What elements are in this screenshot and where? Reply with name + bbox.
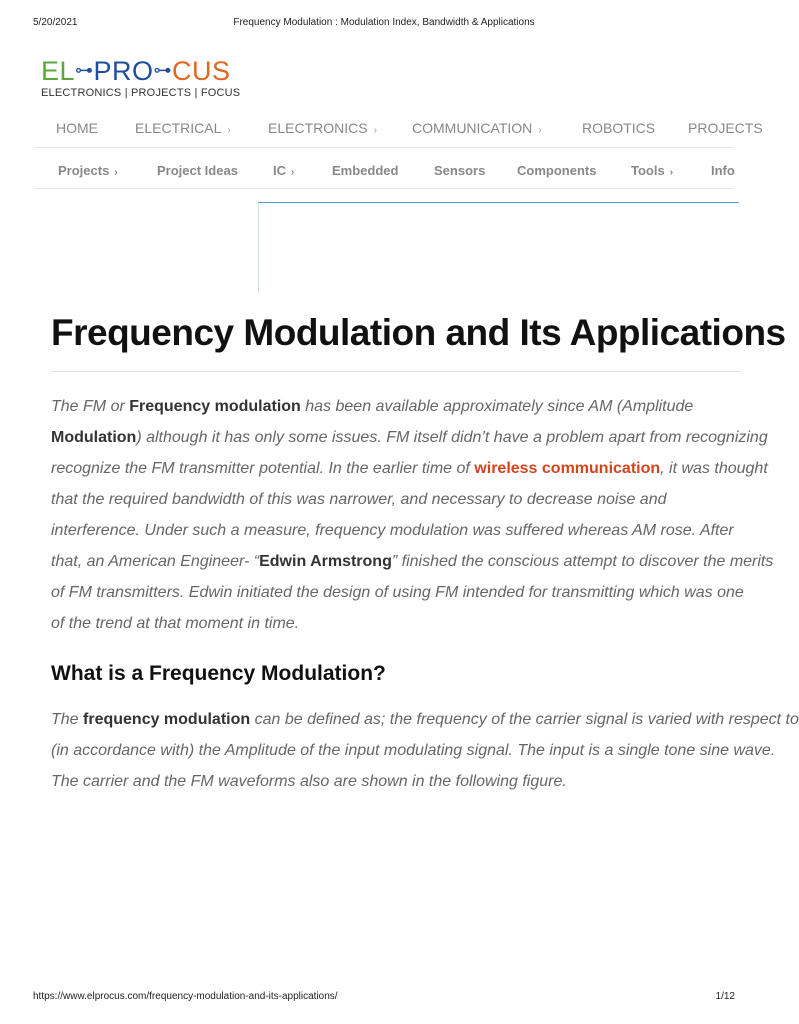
subnav-label: Embedded: [332, 163, 399, 178]
print-url: https://www.elprocus.com/frequency-modulation-and-its-applications/: [33, 991, 338, 1002]
nav-label: ELECTRONICS: [268, 120, 368, 136]
nav-label: COMMUNICATION: [412, 120, 533, 136]
print-page-title: Frequency Modulation : Modulation Index, Bandwidth & Applications: [233, 17, 535, 28]
title-divider: [51, 371, 741, 372]
bold-term: frequency modulation: [83, 711, 251, 728]
nav-item-electrical[interactable]: [135, 120, 231, 136]
nav-item-communication[interactable]: [412, 120, 542, 136]
nav-divider: [34, 188, 734, 189]
subnav-label: IC: [273, 163, 286, 178]
paragraph-line: interference. Under such a measure, frequency modulation was suffered whereas AM rose. After: [51, 522, 734, 539]
paragraph-line: The FM or Frequency modulation has been available approximately since AM (Amplitude: [51, 398, 694, 415]
print-page-number: 1/12: [715, 991, 735, 1002]
subnav-item-project-ideas[interactable]: [157, 163, 238, 178]
section-heading: What is a Frequency Modulation?: [51, 662, 386, 685]
paragraph-line: recognize the FM transmitter potential. In the earlier time of wireless communication, it was thought: [51, 460, 768, 477]
subnav-item-tools[interactable]: [631, 163, 673, 178]
paragraph-line: The frequency modulation can be defined as; the frequency of the carrier signal is varied with respect to: [51, 711, 799, 728]
chevron-right-icon: ›: [227, 125, 231, 136]
paragraph-line: Modulation) although it has only some issues. FM itself didn’t have a problem apart from recognizing: [51, 429, 768, 446]
subnav-item-components[interactable]: [517, 163, 596, 178]
chevron-right-icon: ›: [669, 167, 674, 178]
nav-item-robotics[interactable]: [582, 120, 655, 136]
logo-part-pro: PRO: [93, 56, 154, 86]
nav-divider: [34, 147, 734, 148]
paragraph-line: (in accordance with) the Amplitude of the input modulating signal. The input is a single tone sine wave.: [51, 742, 776, 759]
paragraph-line: of FM transmitters. Edwin initiated the design of using FM intended for transmitting which was one: [51, 584, 744, 601]
subnav-label: Components: [517, 163, 597, 178]
subnav-label: Tools: [631, 163, 665, 178]
nav-label: ELECTRICAL: [135, 120, 222, 136]
site-logo[interactable]: [41, 56, 240, 99]
subnav-item-info[interactable]: [711, 163, 735, 178]
subnav-item-ic[interactable]: [273, 163, 294, 178]
subnav-item-projects[interactable]: [58, 163, 118, 178]
nav-label: PROJECTS: [688, 120, 763, 136]
chevron-right-icon: ›: [538, 125, 542, 136]
nav-label: ROBOTICS: [582, 120, 656, 136]
nav-label: HOME: [56, 120, 98, 136]
chevron-right-icon: ›: [373, 125, 377, 136]
connector-icon: ⊶: [153, 59, 173, 80]
bold-term: Modulation: [51, 429, 137, 446]
chevron-right-icon: ›: [114, 167, 118, 178]
logo-part-el: EL: [41, 56, 76, 86]
print-date: 5/20/2021: [33, 17, 78, 28]
paragraph-line: The carrier and the FM waveforms also are shown in the following figure.: [51, 773, 567, 790]
paragraph-line: that the required bandwidth of this was narrower, and necessary to decrease noise and: [51, 491, 667, 508]
logo-tagline: ELECTRONICS | PROJECTS | FOCUS: [41, 86, 241, 99]
paragraph-line: of the trend at that moment in time.: [51, 615, 300, 632]
subnav-label: Project Ideas: [157, 163, 238, 178]
logo-wordmark: [41, 56, 240, 88]
chevron-right-icon: ›: [291, 167, 295, 178]
ad-placeholder: [258, 202, 739, 293]
subnav-label: Sensors: [434, 163, 486, 178]
nav-item-electronics[interactable]: [268, 120, 377, 136]
subnav-label: Projects: [58, 163, 110, 178]
paragraph-line: that, an American Engineer- “Edwin Armstrong” finished the conscious attempt to discover the merits: [51, 553, 774, 570]
connector-icon: ⊶: [75, 59, 94, 80]
article-title: Frequency Modulation and Its Applications: [51, 312, 786, 353]
bold-term: Edwin Armstrong: [259, 553, 392, 570]
bold-term: Frequency modulation: [129, 398, 301, 415]
nav-item-home[interactable]: [56, 120, 98, 136]
logo-part-cus: CUS: [172, 56, 231, 86]
subnav-item-sensors[interactable]: [434, 163, 485, 178]
nav-item-projects[interactable]: [688, 120, 763, 136]
subnav-label: Info: [711, 163, 735, 178]
inline-link[interactable]: wireless communication: [474, 460, 661, 477]
subnav-item-embedded[interactable]: [332, 163, 398, 178]
